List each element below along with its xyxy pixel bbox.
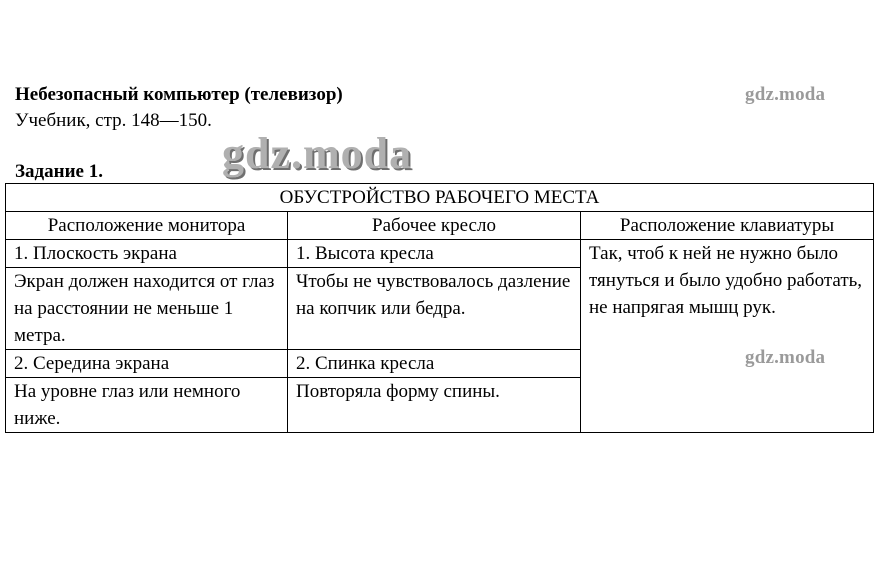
table-title-row bbox=[6, 184, 874, 212]
table-title: ОБУСТРОЙСТВО РАБОЧЕГО МЕСТА bbox=[6, 184, 874, 212]
column-header-chair: Рабочее кресло bbox=[288, 212, 581, 240]
column-header-row bbox=[6, 212, 874, 240]
chair-item1-title: 1. Высота кресла bbox=[288, 240, 581, 268]
monitor-item1-title: 1. Плоскость экрана bbox=[6, 240, 288, 268]
task-heading: Задание 1. bbox=[15, 161, 103, 182]
page-title: Небезопасный компьютер (телевизор) bbox=[15, 84, 343, 105]
monitor-item1-text: Экран должен находится от глаз на расстоянии не меньше 1 метра. bbox=[6, 268, 288, 350]
monitor-item2-title: 2. Середина экрана bbox=[6, 350, 288, 378]
watermark-top-right: gdz.moda bbox=[745, 84, 826, 105]
textbook-reference: Учебник, стр. 148—150. bbox=[15, 110, 212, 131]
chair-item2-text: Повторяла форму спины. bbox=[288, 378, 581, 433]
watermark-mid-right: gdz.moda bbox=[745, 347, 826, 368]
chair-item2-title: 2. Спинка кресла bbox=[288, 350, 581, 378]
workplace-table bbox=[5, 183, 874, 433]
column-header-keyboard: Расположение клавиатуры bbox=[581, 212, 874, 240]
chair-item1-text: Чтобы не чувствовалось дазление на копчик или бедра. bbox=[288, 268, 581, 350]
keyboard-text: Так, чтоб к ней не нужно было тянуться и было удобно работать, не напрягая мышц рук. bbox=[581, 240, 874, 433]
column-header-monitor: Расположение монитора bbox=[6, 212, 288, 240]
monitor-item2-text: На уровне глаз или немного ниже. bbox=[6, 378, 288, 433]
table-row bbox=[6, 240, 874, 268]
watermark-large: gdz.moda bbox=[222, 129, 413, 178]
